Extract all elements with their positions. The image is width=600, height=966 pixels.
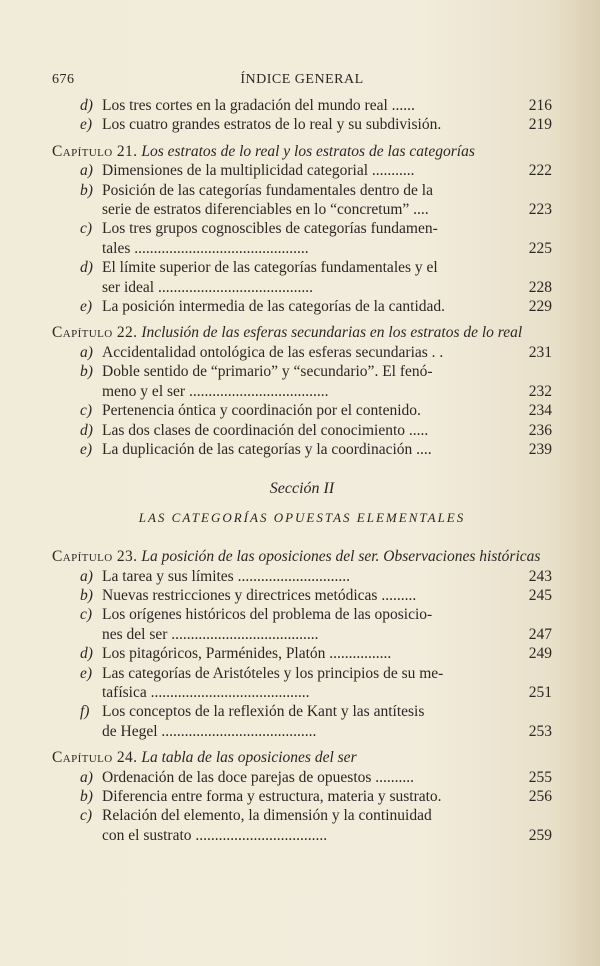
toc-entry	[52, 567, 552, 586]
toc-entry	[52, 644, 552, 663]
entry-text: Los orígenes históricos del problema de las oposicio-	[102, 606, 433, 624]
entry-text: de Hegel ........................................	[102, 722, 317, 740]
entry-page-number: 228	[528, 278, 552, 296]
entry-letter: e)	[80, 116, 93, 134]
entry-page-number: 249	[528, 645, 552, 663]
entry-text: nes del ser ......................................	[102, 625, 319, 643]
entry-page-number: 231	[528, 343, 552, 361]
entry-text: Pertenencia óntica y coordinación por el contenido.	[102, 402, 421, 420]
toc-entry	[52, 297, 552, 316]
table-of-contents	[52, 96, 552, 845]
spacer	[52, 135, 552, 142]
entry-text: La tarea y sus límites .............................	[102, 567, 350, 585]
chapter-heading	[52, 748, 552, 767]
chapter-label: Capítulo 23.	[52, 548, 138, 566]
entry-page-number: 243	[528, 567, 552, 585]
entry-letter: e)	[80, 440, 93, 458]
entry-text: Los cuatro grandes estratos de lo real y su subdivisión.	[102, 116, 442, 134]
toc-entry	[52, 96, 552, 115]
entry-text: Dimensiones de la multiplicidad categorial ...........	[102, 162, 415, 180]
entry-text: El límite superior de las categorías fundamentales y el	[102, 259, 438, 277]
entry-page-number: 259	[528, 826, 552, 844]
entry-letter: d)	[80, 259, 93, 277]
spacer	[52, 459, 552, 479]
entry-letter: b)	[80, 788, 93, 805]
entry-text: Posición de las categorías fundamentales dentro de la	[102, 181, 433, 199]
chapter-label: Capítulo 22.	[52, 324, 138, 342]
entry-page-number: 234	[528, 402, 552, 420]
entry-text: Doble sentido de “primario” y “secundario”. El fenó-	[102, 363, 433, 381]
toc-entry	[52, 258, 552, 297]
entry-text: Los tres cortes en la gradación del mundo real ......	[102, 97, 415, 114]
entry-letter: b)	[80, 363, 93, 381]
entry-text: Las dos clases de coordinación del conocimiento .....	[102, 421, 429, 439]
chapter-heading	[52, 323, 552, 342]
entry-page-number: 236	[528, 421, 552, 439]
entry-letter: a)	[80, 162, 93, 180]
entry-letter: a)	[80, 567, 93, 585]
entry-text: tafísica .........................................	[102, 683, 310, 701]
chapter-title: La posición de las oposiciones del ser. Observaciones históricas	[141, 548, 541, 566]
toc-entry	[52, 362, 552, 401]
entry-page-number: 251	[528, 683, 552, 701]
toc-entry	[52, 605, 552, 644]
section-title: Sección II	[269, 480, 335, 498]
entry-text: Relación del elemento, la dimensión y la continuidad	[102, 807, 432, 825]
entry-letter: e)	[80, 298, 93, 316]
entry-letter: b)	[80, 586, 93, 604]
toc-entry	[52, 768, 552, 787]
toc-entry	[52, 702, 552, 741]
entry-text: Accidentalidad ontológica de las esferas secundarias . .	[102, 343, 444, 361]
entry-page-number: 255	[528, 768, 552, 786]
page-header	[52, 72, 552, 92]
page-number: 676	[52, 72, 75, 87]
chapter-label: Capítulo 21.	[52, 142, 138, 160]
entry-page-number: 232	[528, 382, 552, 400]
spacer	[52, 741, 552, 748]
entry-letter: c)	[80, 807, 93, 825]
entry-letter: b)	[80, 181, 93, 199]
entry-page-number: 253	[528, 722, 552, 740]
entry-letter: c)	[80, 220, 93, 238]
entry-letter: d)	[80, 645, 93, 663]
entry-text: Los tres grupos cognoscibles de categorías fundamen-	[102, 220, 438, 238]
entry-page-number: 247	[528, 625, 552, 643]
entry-letter: d)	[80, 97, 93, 114]
toc-entry	[52, 401, 552, 420]
toc-entry	[52, 161, 552, 180]
entry-text: Nuevas restricciones y directrices metódicas .........	[102, 586, 417, 604]
chapter-heading	[52, 547, 552, 566]
spacer	[52, 527, 552, 547]
entry-text: Ordenación de las doce parejas de opuestos ..........	[102, 768, 415, 786]
entry-text: La posición intermedia de las categorías de la cantidad.	[102, 298, 446, 316]
entry-page-number: 256	[528, 788, 552, 805]
entry-letter: e)	[80, 664, 93, 682]
entry-letter: f)	[80, 703, 90, 721]
section-subtitle: LAS CATEGORÍAS OPUESTAS ELEMENTALES	[138, 509, 466, 525]
toc-entry	[52, 421, 552, 440]
spacer	[52, 316, 552, 323]
entry-text: Los pitagóricos, Parménides, Platón ................	[102, 645, 392, 663]
entry-letter: d)	[80, 421, 93, 439]
entry-text: La duplicación de las categorías y la coordinación ....	[102, 440, 432, 458]
toc-entry	[52, 787, 552, 806]
entry-text: serie de estratos diferenciables en lo “concretum” ....	[102, 201, 429, 219]
chapter-title: La tabla de las oposiciones del ser	[141, 749, 357, 767]
entry-text: meno y el ser ....................................	[102, 382, 329, 400]
entry-page-number: 219	[528, 116, 552, 134]
chapter-title: Los estratos de lo real y los estratos de las categorías	[141, 142, 475, 160]
chapter-heading	[52, 142, 552, 161]
entry-text: tales .............................................	[102, 239, 309, 257]
chapter-title: Inclusión de las esferas secundarias en los estratos de lo real	[141, 324, 523, 342]
toc-entry	[52, 219, 552, 258]
toc-entry	[52, 586, 552, 605]
toc-entry	[52, 343, 552, 362]
entry-letter: a)	[80, 343, 93, 361]
toc-entry	[52, 181, 552, 220]
toc-entry	[52, 440, 552, 459]
entry-page-number: 216	[528, 97, 552, 114]
entry-letter: c)	[80, 606, 93, 624]
chapter-label: Capítulo 24.	[52, 749, 138, 767]
toc-entry	[52, 115, 552, 134]
entry-page-number: 239	[528, 440, 552, 458]
entry-letter: a)	[80, 768, 93, 786]
entry-page-number: 245	[528, 586, 552, 604]
entry-text: con el sustrato ..................................	[102, 826, 328, 844]
entry-text: Las categorías de Aristóteles y los principios de su me-	[102, 664, 444, 682]
entry-page-number: 222	[528, 162, 552, 180]
entry-text: ser ideal ........................................	[102, 278, 313, 296]
entry-page-number: 223	[528, 201, 552, 219]
entry-letter: c)	[80, 402, 93, 420]
entry-text: Los conceptos de la reflexión de Kant y las antítesis	[102, 703, 425, 721]
entry-page-number: 225	[528, 239, 552, 257]
toc-entry	[52, 806, 552, 845]
running-title: ÍNDICE GENERAL	[240, 72, 364, 87]
entry-text: Diferencia entre forma y estructura, materia y sustrato.	[102, 788, 442, 805]
entry-page-number: 229	[528, 298, 552, 316]
toc-entry	[52, 664, 552, 703]
